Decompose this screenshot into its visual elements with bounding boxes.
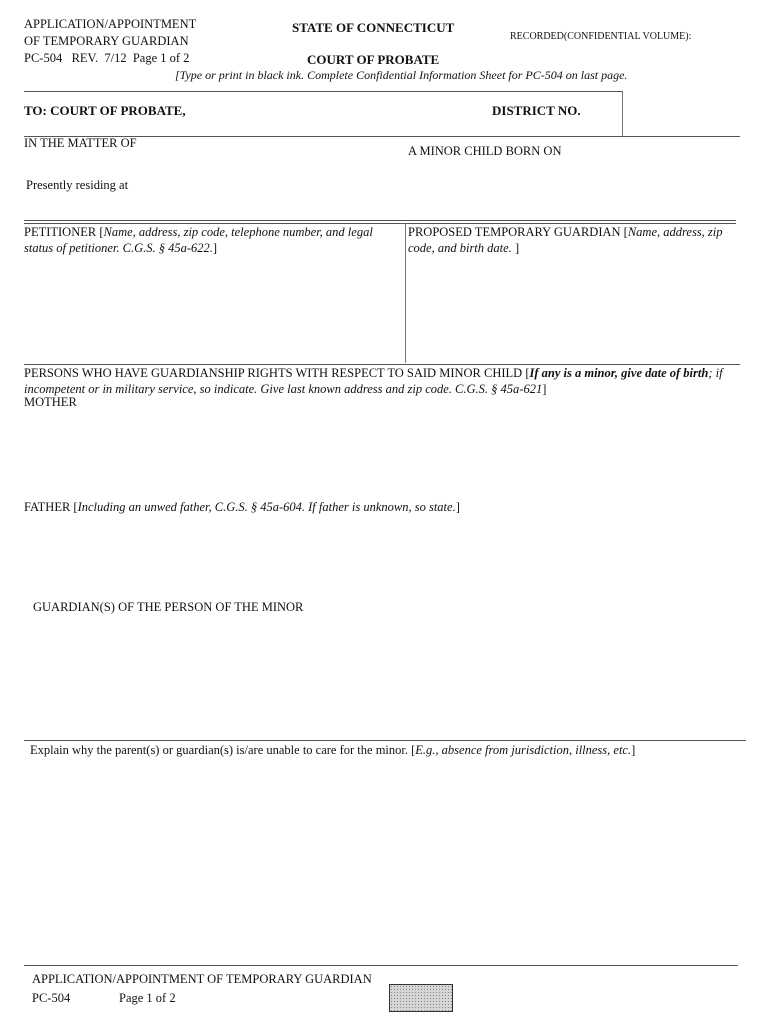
court-use-stamp-box xyxy=(389,984,453,1012)
rule-petitioner-top-1 xyxy=(24,220,736,221)
rev-label: REV. xyxy=(71,51,99,65)
mother-label: MOTHER xyxy=(24,395,77,409)
form-number: PC-504 xyxy=(24,51,63,65)
footer-form-number: PC-504 xyxy=(32,991,71,1005)
district-no-field[interactable] xyxy=(580,96,620,134)
rule-court-top xyxy=(24,91,622,92)
explain-field[interactable] xyxy=(24,762,740,958)
minor-born-label: A MINOR CHILD BORN ON xyxy=(408,144,562,158)
residing-label: Presently residing at xyxy=(26,178,129,192)
petitioner-field[interactable] xyxy=(24,260,402,360)
page-label: Page 1 of 2 xyxy=(132,51,190,65)
rule-district-right xyxy=(622,91,623,136)
father-label: FATHER [Including an unwed father, C.G.S. § 45a-604. If father is unknown, so state.] xyxy=(24,500,460,514)
petitioner-label: PETITIONER [Name, address, zip code, telephone number, and legal status of petitioner. C.G.S. § 45a-622.] xyxy=(24,225,373,255)
residence-field[interactable] xyxy=(140,172,740,216)
rule-explain-top xyxy=(24,740,746,741)
to-court-label: TO: COURT OF PROBATE, xyxy=(24,103,186,118)
recorded-label: RECORDED(CONFIDENTIAL VOLUME): xyxy=(510,31,692,42)
rule-footer-top xyxy=(24,965,738,966)
persons-label: PERSONS WHO HAVE GUARDIANSHIP RIGHTS WITH RESPECT TO SAID MINOR CHILD [If any is a minor, give date of birth; if incompetent or in military service, so indicate. Give last known address and zip code. C.G.S. § 45a-621] xyxy=(24,366,723,396)
minor-name-field[interactable] xyxy=(150,138,400,166)
father-field[interactable] xyxy=(24,518,740,594)
footer-page-label: Page 1 of 2 xyxy=(119,991,176,1005)
form-number-rev xyxy=(24,51,189,66)
district-no-label: DISTRICT NO. xyxy=(492,103,581,118)
rule-petitioner-divider xyxy=(405,223,406,363)
form-title-line1: APPLICATION/APPOINTMENT xyxy=(24,17,197,31)
proposed-guardian-label: PROPOSED TEMPORARY GUARDIAN [Name, address, zip code, and birth date. ] xyxy=(408,225,723,255)
in-matter-label: IN THE MATTER OF xyxy=(24,136,137,150)
instructions-note: [Type or print in black ink. Complete Confidential Information Sheet for PC-504 on last page. xyxy=(175,68,628,82)
guardians-field[interactable] xyxy=(24,618,740,736)
proposed-guardian-field[interactable] xyxy=(408,260,738,360)
mother-field[interactable] xyxy=(24,412,740,492)
form-title-line2: OF TEMPORARY GUARDIAN xyxy=(24,34,189,48)
guardians-label: GUARDIAN(S) OF THE PERSON OF THE MINOR xyxy=(33,600,304,614)
minor-birthdate-field[interactable] xyxy=(570,140,740,166)
rev-date: 7/12 xyxy=(104,51,127,65)
state-heading: STATE OF CONNECTICUT xyxy=(292,20,455,35)
court-heading: COURT OF PROBATE xyxy=(307,52,440,67)
footer-title: APPLICATION/APPOINTMENT OF TEMPORARY GUARDIAN xyxy=(32,972,372,986)
explain-label: Explain why the parent(s) or guardian(s) is/are unable to care for the minor. [E.g., absence from jurisdiction, illness, etc.] xyxy=(30,743,636,757)
